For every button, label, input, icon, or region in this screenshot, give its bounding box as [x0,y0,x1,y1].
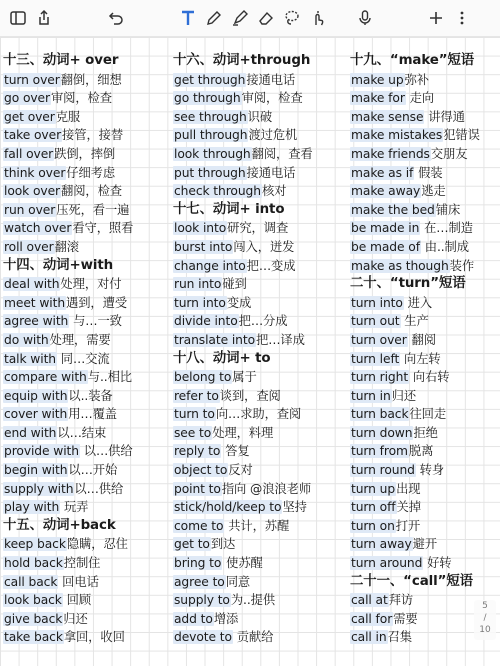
phrase-row [173,257,349,276]
phrase-meaning: 跌倒，摔倒 [54,146,116,161]
phrase-meaning: 好转 [423,556,452,571]
pen-icon[interactable] [204,8,224,28]
column-left [3,52,171,647]
phrase-meaning: 关掉 [396,500,421,515]
phrase-meaning: 与..相比 [87,370,132,385]
phrase-english: refer to [174,388,219,403]
phrase-english: call for [351,611,393,626]
phrase-row [350,461,500,480]
phrase-english: add to [174,611,213,626]
phrase-row [3,480,171,499]
phrase-row [3,201,171,220]
phrase-english: divide into [174,314,238,329]
phrase-english: end with [4,425,57,440]
heading-text: 二十一、“call”短语 [350,573,473,589]
share-icon[interactable] [34,8,54,28]
phrase-english: supply to [174,593,230,608]
phrase-english: keep back [4,537,66,552]
phrase-meaning: 控制住 [63,556,101,571]
phrase-english: stick/hold/keep to [174,500,282,515]
phrase-row [350,219,500,238]
phrase-english: run over [4,202,56,217]
phrase-meaning: 研究，调查 [227,221,289,236]
phrase-english: make up [351,72,404,87]
phrase-english: think over [4,165,66,180]
phrase-meaning: 以…结束 [57,425,107,440]
phrase-row [173,145,349,164]
highlighter-icon[interactable] [230,8,250,28]
section-heading [350,52,500,71]
phrase-row [173,461,349,480]
phrase-english: be made of [351,239,420,254]
phrase-meaning: 核对 [261,184,287,199]
phrase-english: make as though [351,258,449,273]
phrase-english: go over [4,91,50,106]
section-heading [3,257,171,276]
phrase-meaning: 审阅，检查 [50,91,112,106]
phrase-meaning: 向左转 [400,351,441,366]
phrase-meaning: 接管，接替 [62,128,124,143]
heading-text: 二十、“turn”短语 [350,276,466,292]
phrase-meaning: 向…求助，查阅 [215,407,302,422]
phrase-meaning: 生产 [400,314,429,329]
phrase-row [3,442,171,461]
phrase-row [173,182,349,201]
phrase-row [3,554,171,573]
phrase-row [3,71,171,90]
phrase-row [3,461,171,480]
phrase-english: belong to [174,370,232,385]
phrase-english: cover with [4,407,68,422]
phrase-english: burst into [174,239,233,254]
phrase-meaning: 脱离 [408,444,434,459]
phrase-meaning: 向右转 [409,370,450,385]
section-heading [350,573,500,592]
finger-draw-icon[interactable] [308,8,328,28]
phrase-meaning: 拒绝 [413,425,438,440]
phrase-row [350,238,500,257]
phrase-meaning: 使苏醒 [222,556,263,571]
phrase-english: play with [4,500,60,515]
phrase-row [3,294,171,313]
phrase-meaning: 坚持 [282,500,307,515]
phrase-row [173,535,349,554]
phrase-row [173,275,349,294]
phrase-row [350,405,500,424]
column-middle [173,52,349,647]
phrase-meaning: 避开 [412,537,438,552]
more-icon[interactable] [452,8,472,28]
phrase-row [3,628,171,647]
text-tool-icon[interactable] [178,8,198,28]
phrase-meaning: 由..制成 [420,239,469,254]
phrase-english: meet with [4,295,66,310]
phrase-meaning: 答复 [221,444,250,459]
phrase-row [350,201,500,220]
phrase-meaning: 处理，对付 [60,277,122,292]
section-heading [350,275,500,294]
phrase-english: see to [174,425,212,440]
phrase-meaning: 仔细考虑 [66,165,116,180]
phrase-meaning: 转身 [415,463,445,478]
phrase-english: turn right [351,370,409,385]
phrase-english: turn in [351,388,391,403]
phrase-row [3,164,171,183]
phrase-meaning: 出现 [396,481,421,496]
phrase-english: turn into [174,295,226,310]
phrase-row [3,591,171,610]
phrase-english: turn up [351,481,396,496]
phrase-meaning: 在…制造 [420,221,473,236]
phrase-meaning: 识破 [247,109,273,124]
phrase-meaning: 以..装备 [68,388,113,403]
column-right [350,52,500,647]
phrase-english: get through [174,72,246,87]
phrase-row [3,89,171,108]
phrase-row [173,108,349,127]
phrase-row [173,238,349,257]
phrase-english: object to [174,463,228,478]
phrase-row [3,405,171,424]
phrase-row [173,331,349,350]
phrase-row [3,350,171,369]
phrase-english: call in [351,630,387,645]
phrase-row [350,368,500,387]
phrase-meaning: 审阅，检查 [241,91,303,106]
phrase-meaning: 以…开始 [68,463,118,478]
phrase-meaning: 同意 [225,574,251,589]
phrase-english: agree with [4,314,69,329]
phrase-english: look over [4,184,61,199]
phrase-row [350,182,500,201]
phrase-meaning: 拜访 [388,593,414,608]
phrase-row [350,517,500,536]
phrase-meaning: 走向 [405,91,434,106]
phrase-meaning: 增添 [213,611,239,626]
phrase-english: begin with [4,463,68,478]
phrase-meaning: 与…一致 [69,314,122,329]
phrase-row [173,312,349,331]
phrase-english: turn round [351,463,415,478]
phrase-english: turn into [351,295,403,310]
phrase-meaning: 铺床 [435,202,461,217]
phrase-meaning: 用…覆盖 [68,407,117,422]
phrase-english: be made in [351,221,420,236]
phrase-row [350,71,500,90]
heading-text: 十五、动词+back [3,517,116,533]
heading-text: 十七、动词+ into [173,201,285,217]
phrase-meaning: 谈到，查阅 [219,388,281,403]
phrase-meaning: 把…译成 [256,332,305,347]
phrase-row [3,108,171,127]
phrase-meaning: 回顾 [62,593,92,608]
phrase-meaning: 到达 [210,537,236,552]
phrase-row [173,442,349,461]
phrase-english: talk with [4,351,56,366]
phrase-english: look through [174,146,251,161]
phrase-row [173,517,349,536]
phrase-english: agree to [174,574,225,589]
undo-icon[interactable] [106,8,126,28]
phrase-row [173,591,349,610]
phrase-english: translate into [174,332,256,347]
phrase-english: call at [351,593,388,608]
phrase-row [350,554,500,573]
phrase-english: take over [4,128,62,143]
phrase-meaning: 克服 [55,109,81,124]
phrase-meaning: 打开 [395,518,421,533]
phrase-english: change into [174,258,246,273]
phrase-meaning: 渡过危机 [248,128,298,143]
phrase-meaning: 归还 [391,388,417,403]
phrase-meaning: 回电话 [58,574,99,589]
phrase-english: put through [174,165,246,180]
phrase-row [173,387,349,406]
phrase-english: reply to [174,444,221,459]
phrase-row [3,610,171,629]
phrase-meaning: 贡献给 [232,630,274,645]
phrase-row [173,554,349,573]
phrase-english: turn to [174,407,215,422]
phrase-row [3,145,171,164]
phrase-english: make sense [351,109,424,124]
phrase-row [173,628,349,647]
phrase-english: make mistakes [351,128,443,143]
phrase-row [173,89,349,108]
heading-text: 十三、动词+ over [3,53,119,68]
phrase-english: see through [174,109,247,124]
phrase-row [3,275,171,294]
phrase-row [173,573,349,592]
phrase-row [3,182,171,201]
lasso-icon[interactable] [282,8,302,28]
phrase-english: run into [174,277,222,292]
phrase-english: provide with [4,444,79,459]
current-page: 5 [482,601,488,611]
phrase-row [173,480,349,499]
phrase-english: call back [4,574,58,589]
phrase-meaning: 遇到，遭受 [66,295,128,310]
phrase-meaning: 把…分成 [238,314,288,329]
phrase-english: turn over [351,332,407,347]
phrase-row [3,573,171,592]
phrase-meaning: 同…交流 [57,351,110,366]
phrase-meaning: 翻阅，查看 [251,146,313,161]
phrase-english: hold back [4,556,63,571]
phrase-row [173,294,349,313]
phrase-row [3,312,171,331]
phrase-english: take back [4,630,63,645]
phrase-english: turn around [351,556,423,571]
phrase-row [350,164,500,183]
phrase-row [350,108,500,127]
phrase-english: look back [4,593,62,608]
phrase-meaning: 进入 [403,295,433,310]
page-indicator[interactable] [474,600,496,640]
phrase-meaning: 归还 [63,611,88,626]
phrase-row [3,424,171,443]
phrase-english: bring to [174,556,222,571]
phrase-english: look into [174,221,227,236]
section-heading [3,52,171,71]
phrase-meaning: 为..提供 [230,593,276,608]
phrase-row [350,89,500,108]
phrase-english: watch over [4,221,72,236]
microphone-icon[interactable] [355,8,375,28]
eraser-icon[interactable] [256,8,276,28]
phrase-meaning: 指向 @浪浪老师 [221,481,312,496]
phrase-row [3,387,171,406]
heading-text: 十六、动词+through [173,53,311,68]
phrase-english: check through [174,184,261,199]
phrase-row [3,498,171,517]
total-pages: 10 [479,625,491,635]
phrase-meaning: 以…供给 [74,481,124,496]
phrase-english: turn left [351,351,400,366]
phrase-row [173,424,349,443]
phrase-english: roll over [4,239,54,254]
section-heading [173,52,349,71]
phrase-row [173,219,349,238]
phrase-meaning: 压死，看一遍 [56,202,130,217]
phrase-meaning: 玩弄 [60,500,89,515]
phrase-meaning: 闯入，迸发 [233,239,295,254]
phrase-english: devote to [174,630,232,645]
phrase-meaning: 犯错误 [443,128,480,143]
phrase-meaning: 需要 [393,611,418,626]
phrase-meaning: 接通电话 [246,72,296,87]
phrase-english: compare with [4,370,87,385]
phrase-meaning: 属于 [232,370,257,385]
heading-text: 十四、动词+with [3,257,114,273]
phrase-meaning: 变成 [226,295,252,310]
phrase-meaning: 翻倒，细想 [60,72,122,87]
phrase-row [350,498,500,517]
phrase-english: get over [4,109,55,124]
section-heading [173,350,349,369]
phrase-english: get to [174,537,210,552]
heading-text: 十八、动词+ to [173,350,271,366]
phrase-row [173,126,349,145]
phrase-meaning: 翻阅 [407,332,436,347]
phrase-meaning: 讲得通 [424,109,465,124]
phrase-english: make friends [351,146,430,161]
phrase-row [173,498,349,517]
phrase-row [350,387,500,406]
phrase-english: come to [174,518,224,533]
phrase-row [350,331,500,350]
section-heading [173,201,349,220]
phrase-meaning: 反对 [228,463,253,478]
phrase-english: turn from [351,444,408,459]
phrase-row [3,126,171,145]
phrase-meaning: 以…供给 [79,444,133,459]
phrase-meaning: 拿回，收回 [63,630,125,645]
phrase-row [350,442,500,461]
phrase-meaning: 交朋友 [430,146,468,161]
phrase-english: pull through [174,128,248,143]
page-separator: / [483,613,487,623]
sidebar-icon[interactable] [8,8,28,28]
phrase-english: fall over [4,146,54,161]
phrase-meaning: 看守，照看 [72,221,134,236]
phrase-row [350,257,500,276]
phrase-row [350,350,500,369]
phrase-english: turn over [4,72,60,87]
phrase-meaning: 召集 [387,630,412,645]
phrase-english: turn out [351,314,400,329]
phrase-row [350,535,500,554]
phrase-english: point to [174,481,221,496]
phrase-english: turn away [351,537,412,552]
phrase-row [173,610,349,629]
phrase-row [350,480,500,499]
phrase-english: make the bed [351,202,435,217]
phrase-row [3,535,171,554]
phrase-row [350,312,500,331]
phrase-english: go through [174,91,241,106]
phrase-meaning: 碰到 [222,277,247,292]
phrase-meaning: 翻阅，检查 [61,184,123,199]
phrase-english: make away [351,184,421,199]
phrase-english: turn down [351,425,413,440]
phrase-meaning: 翻滚 [54,239,79,254]
top-toolbar [0,0,500,37]
phrase-row [173,71,349,90]
phrase-english: do with [4,332,49,347]
phrase-meaning: 弥补 [404,72,429,87]
phrase-meaning: 处理，需要 [49,332,111,347]
phrase-english: equip with [4,388,68,403]
phrase-meaning: 处理，料理 [212,425,274,440]
phrase-row [350,294,500,313]
phrase-english: turn back [351,407,409,422]
section-heading [3,517,171,536]
phrase-row [3,368,171,387]
phrase-meaning: 往回走 [409,407,447,422]
phrase-row [173,405,349,424]
phrase-meaning: 装作 [449,258,475,273]
phrase-row [350,145,500,164]
phrase-english: deal with [4,277,60,292]
phrase-english: turn off [351,500,396,515]
phrase-english: give back [4,611,63,626]
phrase-meaning: 隐瞒，忍住 [66,537,128,552]
phrase-row [350,424,500,443]
phrase-meaning: 假装 [414,165,443,180]
add-icon[interactable] [426,8,446,28]
phrase-row [3,331,171,350]
phrase-meaning: 逃走 [421,184,446,199]
phrase-english: make as if [351,165,414,180]
phrase-row [173,368,349,387]
phrase-meaning: 接通电话 [246,165,296,180]
phrase-row [3,219,171,238]
phrase-english: supply with [4,481,74,496]
phrase-row [3,238,171,257]
phrase-row [173,164,349,183]
phrase-row [350,126,500,145]
heading-text: 十九、“make”短语 [350,53,475,68]
phrase-meaning: 把…变成 [246,258,296,273]
phrase-english: make for [351,91,405,106]
phrase-meaning: 共计，苏醒 [224,518,290,533]
phrase-english: turn on [351,518,395,533]
